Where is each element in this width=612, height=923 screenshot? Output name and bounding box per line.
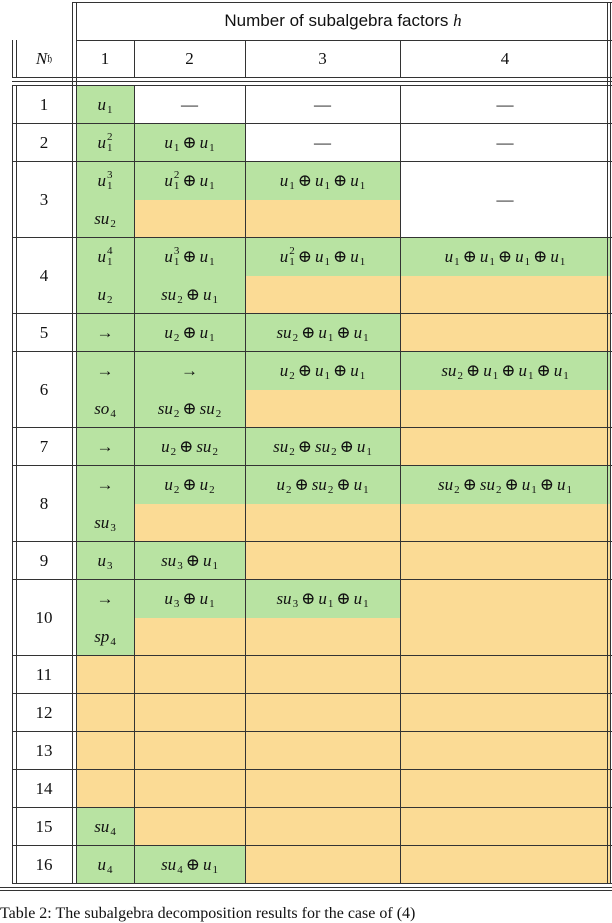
row-number: 6 [39, 380, 49, 399]
table-cell [134, 618, 245, 656]
table-cell: — [314, 133, 331, 152]
table-cell: su 3 ⊕ u 1 [134, 542, 245, 580]
grid-line [12, 807, 612, 808]
grid-line [12, 579, 612, 580]
header-title: Number of subalgebra factors [224, 11, 449, 30]
table-cell: u 2 1 ⊕ u 1 ⊕ u 1 [245, 238, 400, 276]
grid-line [12, 541, 612, 542]
table-cell [76, 732, 134, 770]
table-cell: u 2 ⊕ su 2 [134, 428, 245, 466]
table-cell: u 3 ⊕ u 1 [134, 580, 245, 618]
table-cell: u 2 ⊕ u 2 [134, 466, 245, 504]
table-cell: → [134, 352, 245, 390]
table-cell: su 2 [76, 200, 134, 238]
table-cell [76, 694, 134, 732]
row-number: 12 [35, 703, 53, 722]
table-cell [245, 200, 400, 238]
table-cell: u 3 1 ⊕ u 1 [134, 238, 245, 276]
grid-line [400, 85, 401, 884]
table-cell [400, 504, 610, 542]
table-cell [400, 694, 610, 732]
row-number: 2 [39, 133, 49, 152]
grid-line [12, 351, 612, 352]
grid-line [610, 2, 611, 884]
table-cell [400, 656, 610, 694]
table-cell [245, 656, 400, 694]
table-cell [400, 846, 610, 884]
row-number: 13 [35, 741, 53, 760]
table-cell [134, 732, 245, 770]
table-cell: u 4 1 [76, 238, 134, 276]
grid-line [16, 85, 17, 884]
table-cell: su 2 ⊕ su 2 ⊕ u 1 ⊕ u 1 [400, 466, 610, 504]
table-cell [245, 542, 400, 580]
table-cell: → [76, 428, 134, 466]
table-cell: u 2 ⊕ su 2 ⊕ u 1 [245, 466, 400, 504]
row-number: 1 [39, 95, 49, 114]
table-cell: so 4 [76, 390, 134, 428]
table-cell [400, 276, 610, 314]
table-cell [245, 846, 400, 884]
table-cell: su 2 ⊕ u 1 [134, 276, 245, 314]
row-label-header: N 𝔥 [35, 49, 53, 68]
row-number: 11 [35, 665, 53, 684]
table-cell [245, 276, 400, 314]
table-cell: u 2 1 ⊕ u 1 [134, 162, 245, 200]
col-header-1: 1 [100, 49, 110, 68]
grid-line [16, 40, 17, 77]
grid-line [12, 161, 612, 162]
table-caption: Table 2: The subalgebra decomposition results for the case of (4) [0, 905, 416, 922]
grid-line [12, 313, 612, 314]
grid-line [72, 2, 73, 884]
grid-line [12, 237, 612, 238]
row-number: 15 [35, 817, 53, 836]
row-number: 16 [35, 855, 53, 874]
grid-line [12, 123, 612, 124]
table-cell [400, 618, 610, 656]
row-number: 9 [39, 551, 49, 570]
grid-line [12, 883, 612, 884]
table-cell [134, 808, 245, 846]
grid-line [0, 887, 612, 888]
grid-line [245, 85, 246, 884]
grid-line [72, 2, 612, 3]
grid-line [12, 40, 13, 77]
table-cell: u 1 ⊕ u 1 ⊕ u 1 ⊕ u 1 [400, 238, 610, 276]
grid-line [12, 769, 612, 770]
row-number: 4 [39, 266, 49, 285]
table-cell [76, 656, 134, 694]
table-cell [400, 542, 610, 580]
header-title-var: h [453, 11, 462, 30]
table-cell [245, 390, 400, 428]
table-cell: — [496, 133, 514, 152]
col-header-3: 3 [318, 49, 327, 68]
grid-line [12, 427, 612, 428]
grid-line [12, 77, 612, 78]
grid-line [12, 731, 612, 732]
table-cell: su 3 [76, 504, 134, 542]
table-cell: su 4 [76, 808, 134, 846]
table-cell: → [76, 580, 134, 618]
table-cell: su 2 ⊕ su 2 ⊕ u 1 [245, 428, 400, 466]
grid-line [12, 81, 612, 82]
table-cell: su 2 ⊕ su 2 [134, 390, 245, 428]
grid-line [12, 655, 612, 656]
column-group-header [76, 4, 610, 38]
grid-line [12, 693, 612, 694]
grid-line [12, 85, 612, 86]
grid-line [0, 890, 612, 891]
table-cell: u 1 ⊕ u 1 [134, 124, 245, 162]
table-cell [245, 694, 400, 732]
table-cell: → [76, 314, 134, 352]
table-cell [245, 770, 400, 808]
table-cell: su 3 ⊕ u 1 ⊕ u 1 [245, 580, 400, 618]
table-cell: su 4 ⊕ u 1 [134, 846, 245, 884]
row-number: 14 [35, 779, 53, 798]
table-cell: — [496, 190, 514, 209]
col-header-2: 2 [185, 49, 194, 68]
grid-line [12, 845, 612, 846]
grid-line [607, 2, 608, 884]
table-cell [400, 390, 610, 428]
row-number: 8 [39, 494, 49, 513]
grid-line [245, 40, 246, 77]
table-cell: → [76, 466, 134, 504]
table-cell [400, 732, 610, 770]
row-number: 7 [39, 437, 49, 456]
grid-line [134, 85, 135, 884]
table-cell: u 2 ⊕ u 1 ⊕ u 1 [245, 352, 400, 390]
table-cell: su 2 ⊕ u 1 ⊕ u 1 ⊕ u 1 [400, 352, 610, 390]
col-header-4: 4 [500, 49, 510, 68]
table-cell: u 4 [76, 846, 134, 884]
table-cell [245, 504, 400, 542]
table-cell: u 3 [76, 542, 134, 580]
grid-line [12, 465, 612, 466]
row-number: 3 [39, 190, 49, 209]
table-cell [400, 808, 610, 846]
row-number: 5 [39, 323, 49, 342]
grid-line [400, 40, 401, 77]
table-cell: sp 4 [76, 618, 134, 656]
grid-line [76, 2, 77, 884]
table-cell: u 3 1 [76, 162, 134, 200]
table-cell: — [496, 95, 514, 114]
table-cell [134, 504, 245, 542]
row-number: 10 [35, 608, 53, 627]
table-cell [400, 428, 610, 466]
grid-line [134, 40, 135, 77]
table-cell [134, 694, 245, 732]
table-cell [134, 200, 245, 238]
table-cell [134, 656, 245, 694]
table-cell: u 2 1 [76, 124, 134, 162]
table-cell: u 2 ⊕ u 1 [134, 314, 245, 352]
table-cell: — [314, 95, 331, 114]
table-cell [134, 770, 245, 808]
table-cell [245, 618, 400, 656]
table-cell [245, 808, 400, 846]
table-cell: su 2 ⊕ u 1 ⊕ u 1 [245, 314, 400, 352]
table-cell: u 1 ⊕ u 1 ⊕ u 1 [245, 162, 400, 200]
grid-line [76, 40, 612, 41]
table-cell [400, 770, 610, 808]
table-cell [400, 580, 610, 618]
table-cell [400, 314, 610, 352]
table-cell: → [76, 352, 134, 390]
table-cell [76, 770, 134, 808]
grid-line [12, 85, 13, 884]
table-cell: u 1 [76, 86, 134, 124]
table-cell: — [181, 95, 198, 114]
table-cell: u 2 [76, 276, 134, 314]
table-cell [245, 732, 400, 770]
